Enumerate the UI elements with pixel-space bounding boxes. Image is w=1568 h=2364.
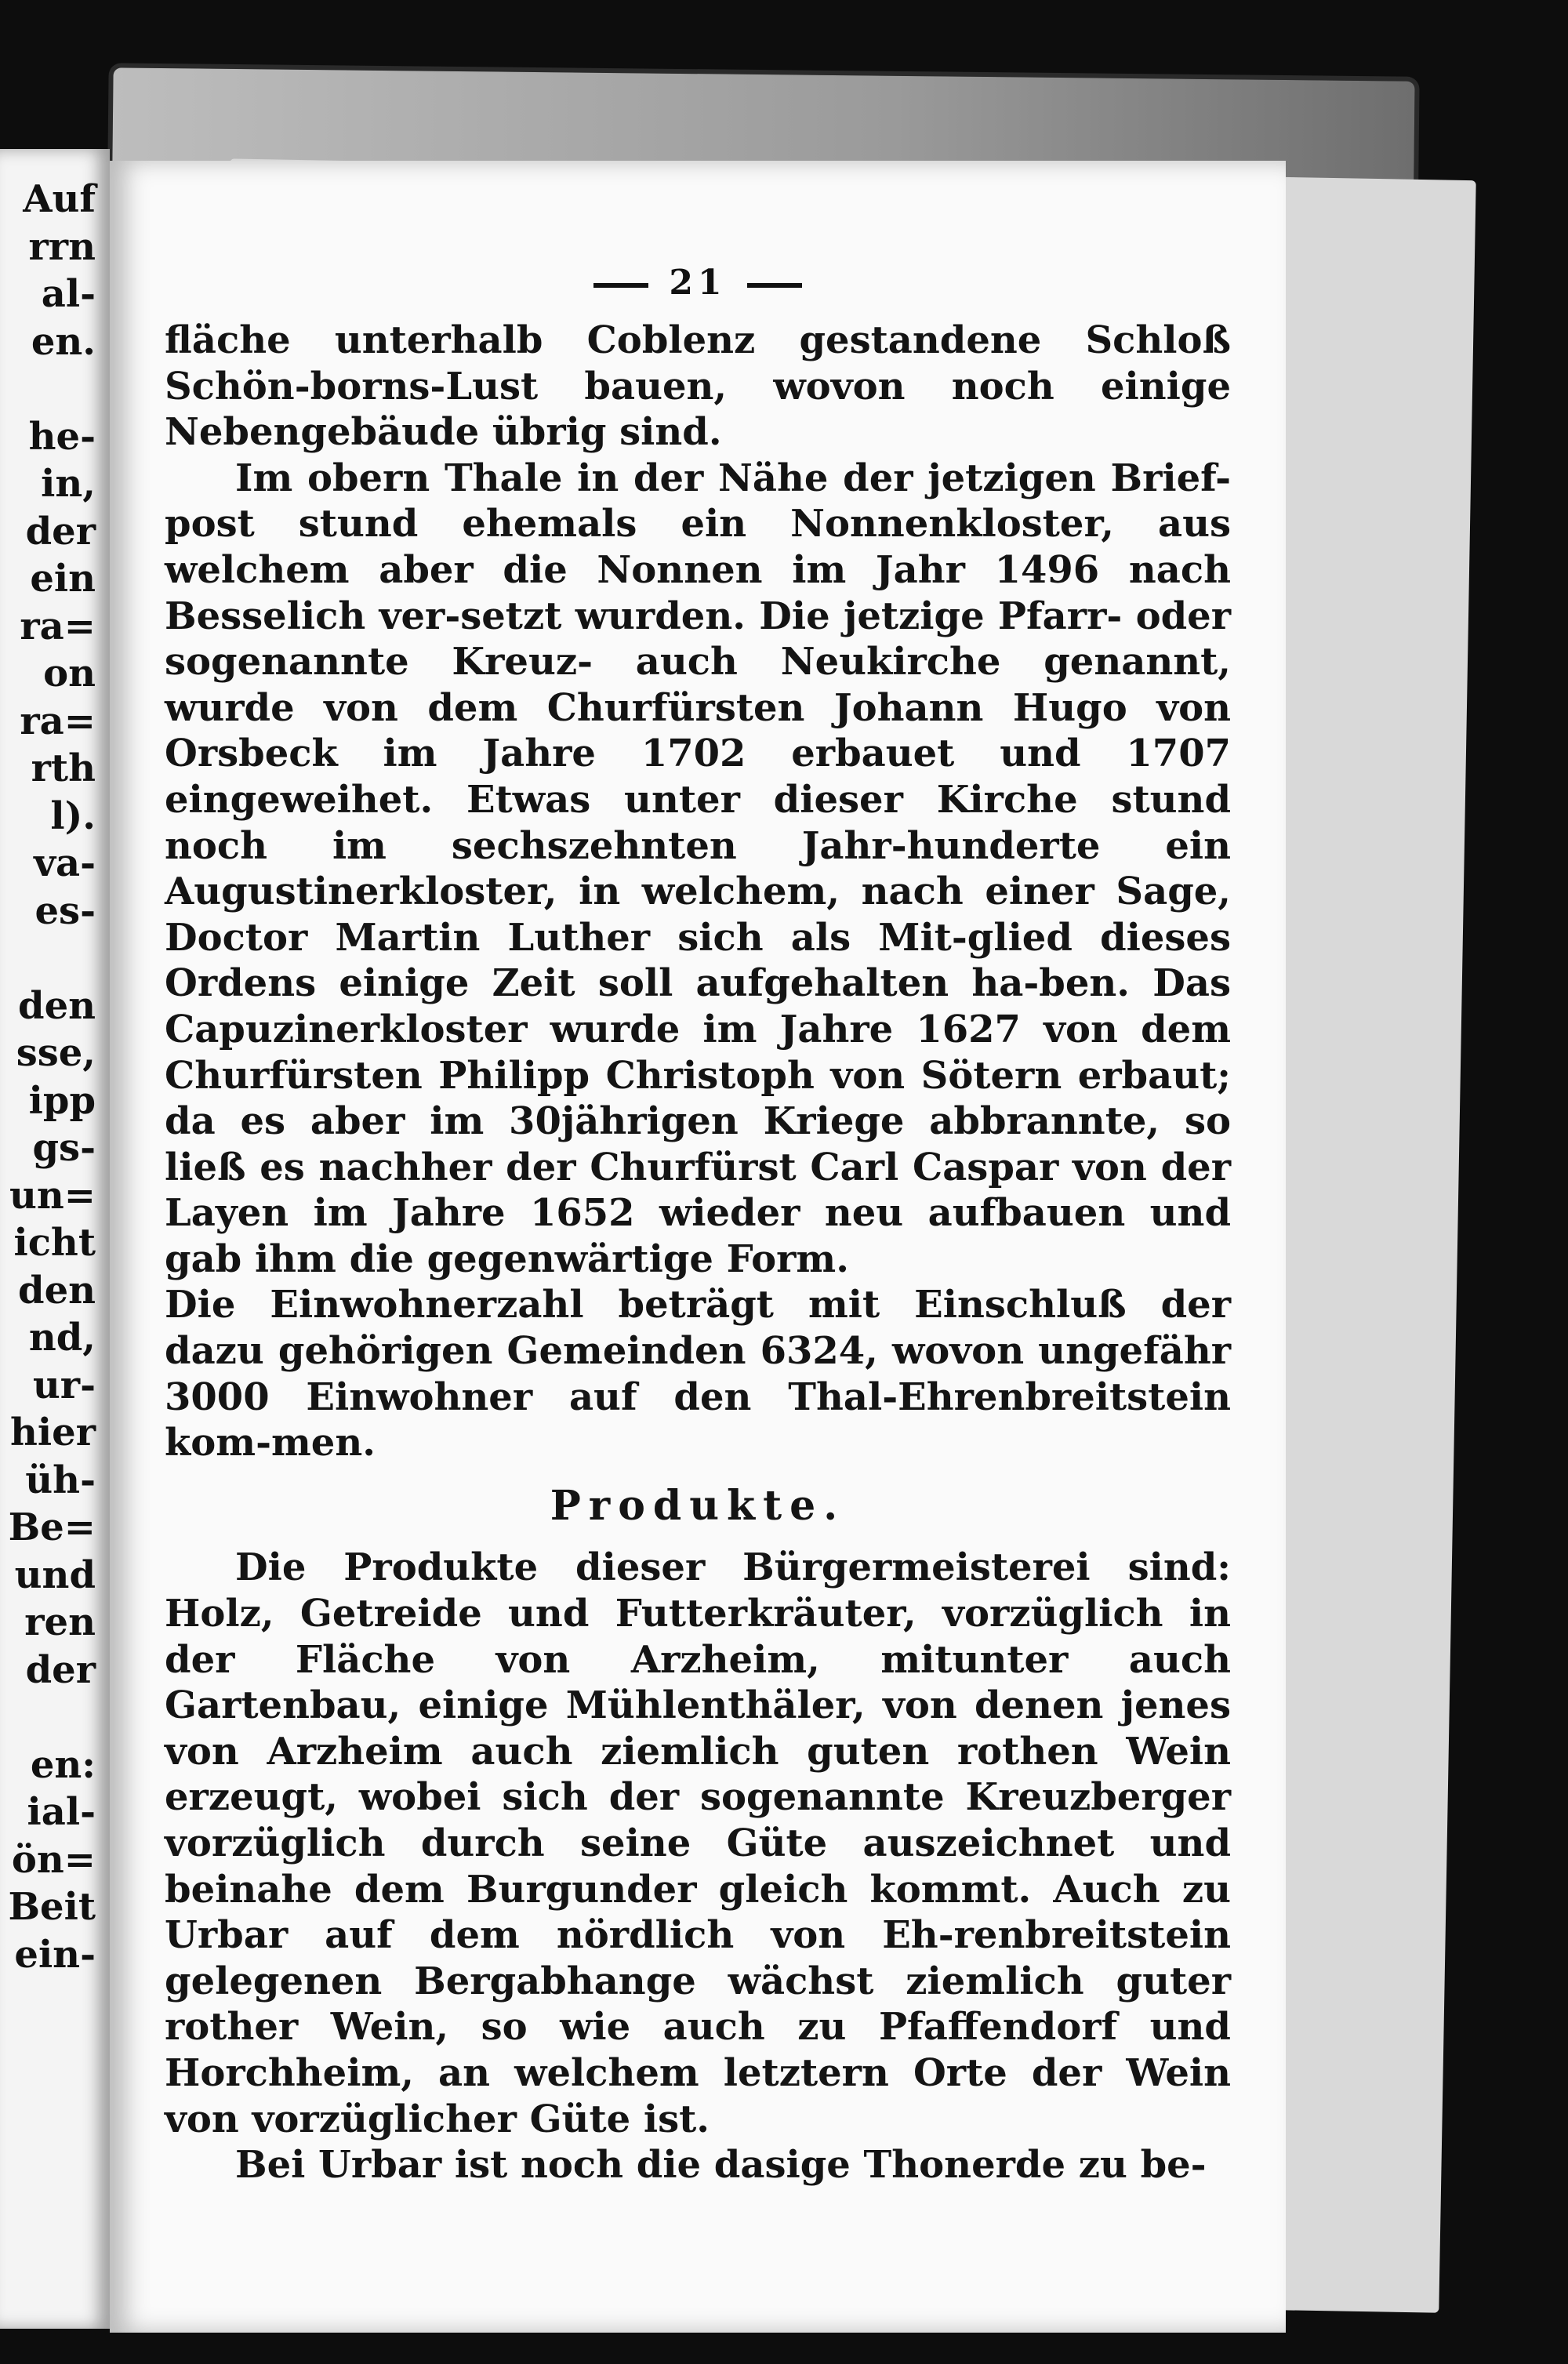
previous-page-fragment: ön= [11,1837,96,1882]
previous-page-fragment: den [18,983,96,1028]
previous-page-fragment: der [25,509,96,554]
previous-page-fragment: un= [9,1173,96,1218]
page-header [110,263,1286,303]
previous-page-fragment: es- [34,888,96,933]
section-heading: Produkte. [550,1481,846,1530]
previous-page-fragment: ra= [20,699,96,743]
previous-page-fragment: ein [30,557,96,601]
previous-page-fragment: al- [41,272,96,316]
previous-page-fragment: rth [31,746,96,790]
previous-page-fragment: Auf [23,177,96,221]
previous-page-fragment: sse, [16,1031,96,1075]
previous-page-fragment: ein- [14,1932,96,1977]
previous-page-fragment: hier [10,1411,96,1454]
paragraph-4: Die Produkte dieser Bürgermeisterei sind: Holz, Getreide und Futterkräuter, vorzüglich in der Fläche von Arzheim, mitunter auch Gartenbau, einige Mühlenthäler, von denen jenes von Arzheim auch ziemlich guten rothen Wein erzeugt, wobei sich der sogenannte Kreuzberger vorzüglich durch seine Güte auszeichnet und beinahe dem Burgunder gleich kommt. Auch zu Urbar auf dem nördlich von Eh-renbreitstein gelegenen Bergabhange wächst ziemlich guter rother Wein, so wie auch zu Pfaffendorf und Horchheim, an welchem letztern Orte der Wein von vorzüglicher Güte ist. [165,1545,1231,2141]
previous-page-fragment: l). [50,793,96,838]
previous-page-fragment: va- [34,841,96,885]
previous-page-fragment: nd, [28,1316,96,1360]
previous-page-fragment: en. [31,319,96,364]
previous-page-fragment: ur- [32,1363,96,1407]
page-number: 21 [669,263,727,303]
previous-page-fragment: rrn [28,224,96,269]
page-body [165,318,1231,2188]
previous-page-fragment: ra= [20,604,96,648]
previous-page-fragment: üh- [25,1458,96,1502]
previous-page-fragment: icht [13,1221,96,1265]
previous-page-fragment: on [43,652,96,695]
previous-page-fragment: ipp [28,1078,96,1123]
header-dash-left [593,283,648,288]
previous-page-fragment: ial- [27,1790,96,1834]
previous-page-fragment: Be= [8,1505,96,1549]
previous-page-sliver [0,149,110,2329]
previous-page-fragment: in, [41,462,96,506]
previous-page-fragment: en: [30,1742,96,1787]
previous-page-fragment: ren [24,1600,96,1644]
previous-page-fragment: der [25,1647,96,1692]
paragraph-1: fläche unterhalb Coblenz gestandene Schloß Schön-borns-Lust bauen, wovon noch einige Nebengebäude übrig sind. [165,318,1231,455]
book-page [110,161,1286,2333]
previous-page-fragment: gs- [32,1126,96,1170]
paragraph-5: Bei Urbar ist noch die dasige Thonerde zu be- [235,2143,1207,2188]
previous-page-fragment: he- [28,414,96,459]
header-dash-right [747,283,802,288]
paragraph-3: Die Einwohnerzahl beträgt mit Einschluß der dazu gehörigen Gemeinden 6324, wovon ungefähr 3000 Einwohner auf den Thal-Ehrenbreitstein kom-men. [165,1283,1231,1465]
paragraph-2: Im obern Thale in der Nähe der jetzigen Brief-post stund ehemals ein Nonnenkloster, aus welchem aber die Nonnen im Jahr 1496 nach Besselich ver-setzt wurden. Die jetzige Pfarr- oder sogenannte Kreuz- auch Neukirche genannt, wurde von dem Churfürsten Johann Hugo von Orsbeck im Jahre 1702 erbauet und 1707 eingeweihet. Etwas unter dieser Kirche stund noch im sechszehnten Jahr-hunderte ein Augustinerkloster, in welchem, nach einer Sage, Doctor Martin Luther sich als Mit-glied dieses Ordens einige Zeit soll aufgehalten ha-ben. Das Capuzinerkloster wurde im Jahre 1627 von dem Churfürsten Philipp Christoph von Sötern erbaut; da es aber im 30jährigen Kriege abbrannte, so ließ es nachher der Churfürst Carl Caspar von der Layen im Jahre 1652 wieder neu aufbauen und gab ihm die gegenwärtige Form. [165,456,1231,1281]
previous-page-fragment: Beit [8,1885,96,1929]
previous-page-fragment: den [18,1268,96,1313]
previous-page-fragment: und [14,1552,96,1597]
